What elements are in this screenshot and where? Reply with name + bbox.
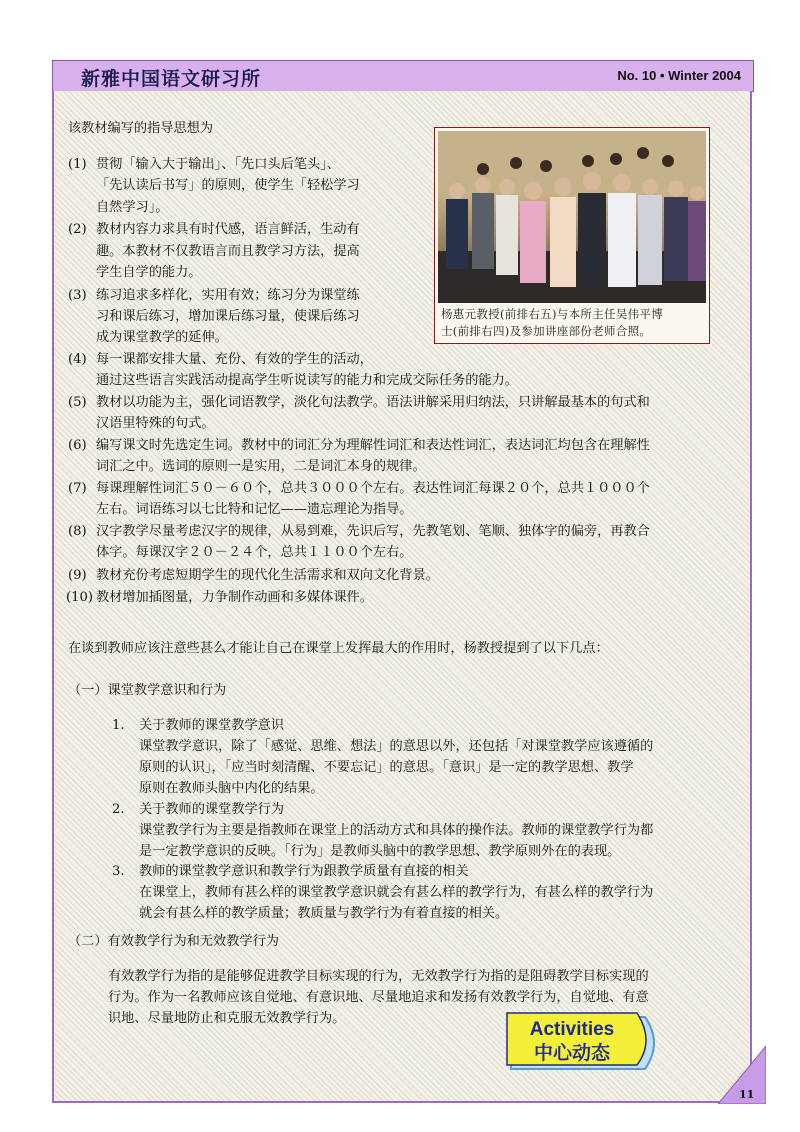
item-line: 词汇之中。选词的原则一是实用，二是词汇本身的规律。 — [96, 459, 426, 474]
badge-zh: 中心动态 — [533, 1042, 611, 1064]
item-line: 课堂教学行为主要是指教师在课堂上的活动方式和具体的操作法。教师的课堂教学行为都 — [139, 823, 654, 838]
item-number: (5) — [68, 395, 87, 410]
issue-label: No. 10 • Winter 2004 — [617, 68, 741, 83]
item-line: 原则在教师头脑中内化的结果。 — [139, 781, 324, 796]
item-number: (6) — [68, 438, 87, 453]
item-line: 教材充份考虑短期学生的现代化生活需求和双向文化背景。 — [96, 568, 439, 583]
item-number: (8) — [68, 524, 87, 539]
item-number: 2. — [112, 802, 125, 817]
photo-frame — [434, 127, 710, 344]
item-line: 每一课都安排大量、充份、有效的学生的活动， — [96, 352, 373, 367]
item-line: 趣。本教材不仅教语言而且教学习方法，提高 — [96, 244, 360, 259]
item-line: 左右。词语练习以七比特和记忆——遗忘理论为指导。 — [96, 502, 413, 517]
item-line: 汉语里特殊的句式。 — [96, 416, 215, 431]
item-line: 每课理解性词汇５０－６０个，总共３０００个左右。表达性词汇每课２０个，总共１０００个 — [96, 481, 650, 496]
body-line: 识地、尽量地防止和克服无效教学行为。 — [108, 1011, 346, 1026]
item-line: 「先认读后书写」的原则，使学生「轻松学习 — [96, 178, 360, 193]
item-number: 3. — [112, 864, 125, 879]
caption-line: 杨惠元教授(前排右五)与本所主任吴伟平博 — [441, 307, 663, 321]
intro-text: 该教材编写的指导思想为 — [68, 121, 214, 136]
page-number: 11 — [739, 1088, 755, 1101]
transition-text: 在谈到教师应该注意些甚么才能让自己在课堂上发挥最大的作用时，杨教授提到了以下几点： — [68, 641, 609, 656]
item-number: (2) — [68, 222, 87, 237]
item-line: 教材增加插图量，力争制作动画和多媒体课件。 — [96, 590, 373, 605]
item-line: 教材内容力求具有时代感，语言鲜活，生动有 — [96, 222, 360, 237]
body-line: 有效教学行为指的是能够促进教学目标实现的行为，无效教学行为指的是阻碍教学目标实现的 — [108, 969, 649, 984]
item-line: 原则的认识」，「应当时刻清醒、不要忘记」的意思。「意识」是一定的教学思想、教学 — [139, 760, 634, 775]
item-line: 成为课堂教学的延伸。 — [96, 330, 228, 345]
item-line: 贯彻「输入大于输出」、「先口头后笔头」、 — [96, 157, 340, 172]
item-line: 学生自学的能力。 — [96, 265, 202, 280]
activities-badge — [505, 1011, 665, 1075]
item-number: (7) — [68, 481, 87, 496]
item-number: 1. — [112, 718, 125, 733]
item-title: 关于教师的课堂教学意识 — [139, 718, 285, 733]
institute-title: 新雅中国语文研习所 — [81, 68, 262, 90]
section2-heading: （二）有效教学行为和无效教学行为 — [68, 934, 279, 949]
item-line: 编写课文时先选定生词。教材中的词汇分为理解性词汇和表达性词汇，表达词汇均包含在理解性 — [96, 438, 650, 453]
item-number: (1) — [68, 157, 87, 172]
item-line: 汉字教学尽量考虑汉字的规律，从易到难，先识后写，先教笔划、笔顺、独体字的偏旁，再教合 — [96, 524, 650, 539]
header-bar — [52, 60, 754, 92]
item-title: 教师的课堂教学意识和教学行为跟教学质量有直接的相关 — [139, 864, 469, 879]
item-number: (3) — [68, 288, 87, 303]
photo-caption — [441, 306, 663, 340]
item-line: 练习追求多样化，实用有效；练习分为课堂练 — [96, 288, 360, 303]
caption-line: 士(前排右四)及参加讲座部份老师合照。 — [441, 324, 652, 338]
section1-heading: （一）课堂教学意识和行为 — [68, 683, 227, 698]
item-line: 体字。每课汉字２０－２４个，总共１１００个左右。 — [96, 545, 413, 560]
item-line: 在课堂上，教师有甚么样的课堂教学意识就会有甚么样的教学行为，有甚么样的教学行为 — [139, 885, 654, 900]
item-number: (10) — [66, 590, 94, 605]
item-line: 自然学习」。 — [96, 200, 169, 215]
item-number: (9) — [68, 568, 87, 583]
group-photo-illustration — [438, 131, 706, 303]
badge-shape — [505, 1011, 665, 1075]
badge-en: Activities — [529, 1019, 615, 1040]
item-number: (4) — [68, 352, 87, 367]
item-line: 就会有甚么样的教学质量；教质量与教学行为有着直接的相关。 — [139, 906, 509, 921]
item-line: 教材以功能为主，强化词语教学，淡化句法教学。语法讲解采用归纳法，只讲解最基本的句式和 — [96, 395, 650, 410]
group-photo — [438, 131, 706, 303]
item-line: 通过这些语言实践活动提高学生听说读写的能力和完成交际任务的能力。 — [96, 373, 518, 388]
item-line: 是一定教学意识的反映。「行为」是教师头脑中的教学思想、教学原则外在的表现。 — [139, 844, 621, 859]
item-line: 课堂教学意识，除了「感觉、思维、想法」的意思以外，还包括「对课堂教学应该遵循的 — [139, 739, 654, 754]
body-line: 行为。作为一名教师应该自觉地、有意识地、尽量地追求和发扬有效教学行为，自觉地、有意 — [108, 990, 649, 1005]
item-line: 习和课后练习，增加课后练习量，使课后练习 — [96, 309, 360, 324]
item-title: 关于教师的课堂教学行为 — [139, 802, 285, 817]
